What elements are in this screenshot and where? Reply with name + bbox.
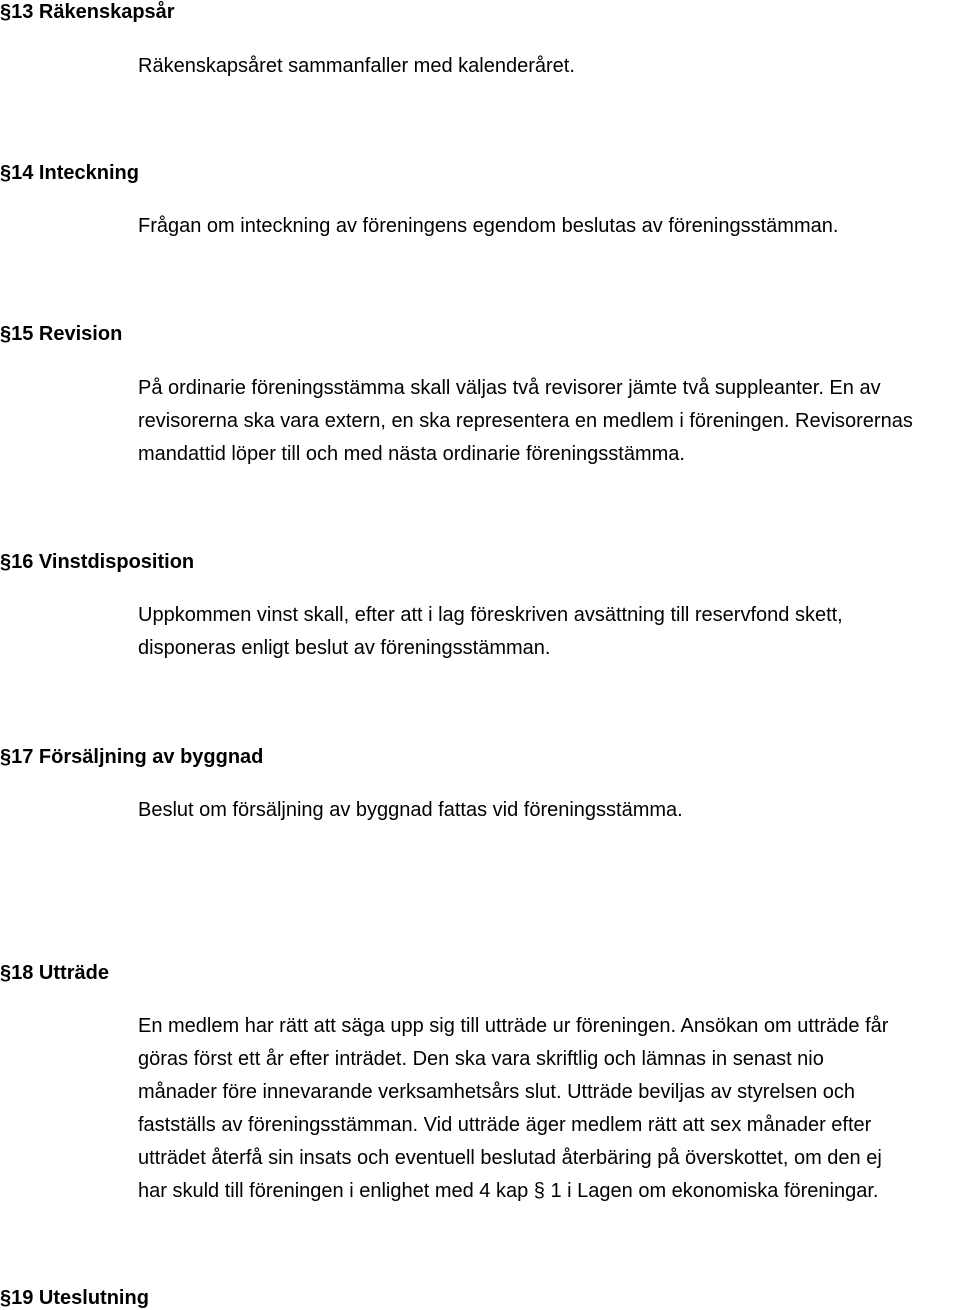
section-17-body	[138, 794, 954, 827]
section-13-heading: §13 Räkenskapsår	[0, 1, 175, 23]
section-15-line-2: revisorerna ska vara extern, en ska representera en medlem i föreningen. Revisorernas	[138, 410, 913, 432]
section-16-line-1: Uppkommen vinst skall, efter att i lag föreskriven avsättning till reservfond skett,	[138, 604, 843, 626]
section-15-body	[138, 372, 954, 471]
section-14-line-1: Frågan om inteckning av föreningens egendom beslutas av föreningsstämman.	[138, 215, 839, 237]
section-17-line-1: Beslut om försäljning av byggnad fattas vid föreningsstämma.	[138, 799, 683, 821]
section-18-line-2: göras först ett år efter inträdet. Den ska vara skriftlig och lämnas in senast nio	[138, 1048, 824, 1070]
section-14-body	[138, 210, 954, 243]
section-16-line-2: disponeras enligt beslut av föreningsstämman.	[138, 637, 551, 659]
section-14-heading: §14 Inteckning	[0, 162, 139, 184]
section-15-line-3: mandattid löper till och med nästa ordinarie föreningsstämma.	[138, 443, 685, 465]
section-18-line-6: har skuld till föreningen i enlighet med 4 kap § 1 i Lagen om ekonomiska föreningar.	[138, 1180, 879, 1202]
section-19-heading: §19 Uteslutning	[0, 1287, 149, 1309]
section-15-heading: §15 Revision	[0, 323, 123, 345]
section-18-line-1: En medlem har rätt att säga upp sig till utträde ur föreningen. Ansökan om utträde får	[138, 1015, 889, 1037]
section-13-body	[138, 50, 954, 83]
section-18-line-4: fastställs av föreningsstämman. Vid utträde äger medlem rätt att sex månader efter	[138, 1114, 872, 1136]
section-18-line-3: månader före innevarande verksamhetsårs slut. Utträde beviljas av styrelsen och	[138, 1081, 856, 1103]
section-16-body	[138, 599, 954, 665]
section-16-heading: §16 Vinstdisposition	[0, 551, 195, 573]
section-17-heading: §17 Försäljning av byggnad	[0, 746, 264, 768]
section-13-line-1: Räkenskapsåret sammanfaller med kalenderåret.	[138, 55, 575, 77]
section-15-line-1: På ordinarie föreningsstämma skall väljas två revisorer jämte två suppleanter. En av	[138, 377, 881, 399]
section-18-body	[138, 1010, 954, 1208]
section-18-line-5: utträdet återfå sin insats och eventuell beslutad återbäring på överskottet, om den ej	[138, 1147, 882, 1169]
section-18-heading: §18 Utträde	[0, 962, 109, 984]
